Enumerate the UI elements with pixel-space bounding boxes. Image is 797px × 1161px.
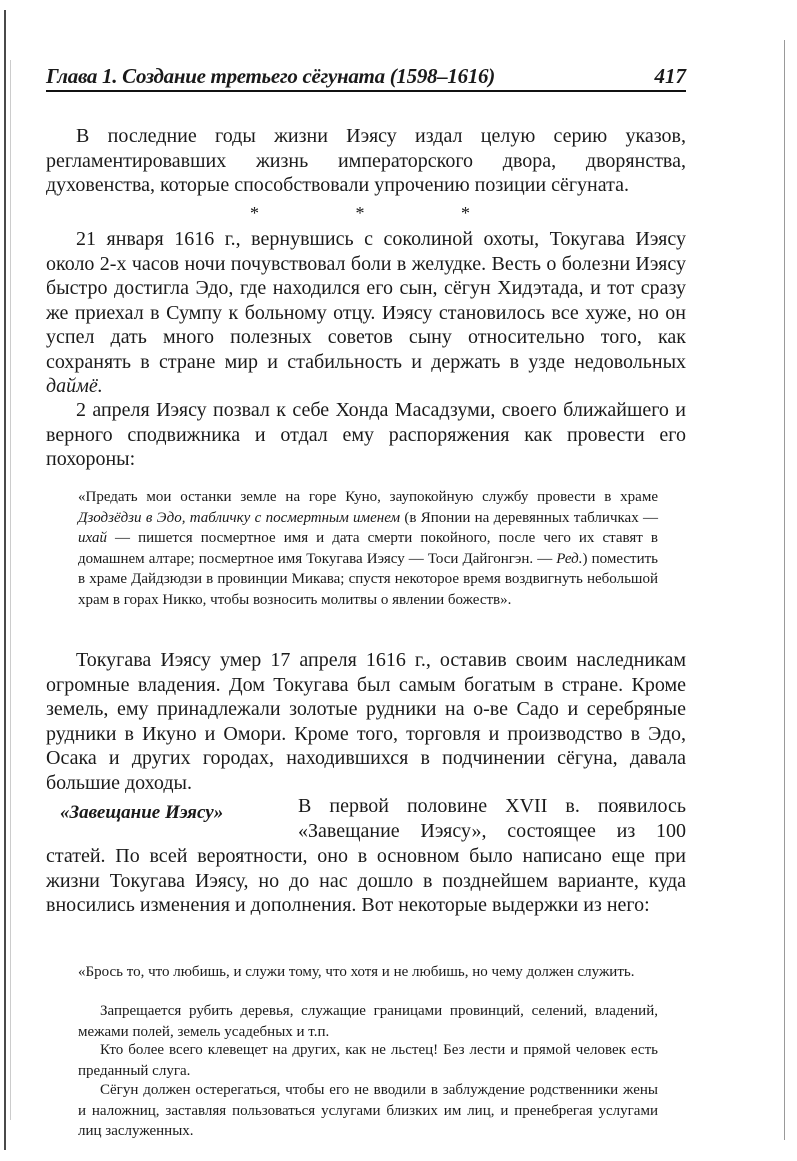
italic-text: Дзодзёдзи в Эдо, табличку с посмертным именем: [78, 509, 401, 526]
quote-testament-4: Сёгун должен остерегаться, чтобы его не вводили в заблуждение родственники жены и наложниц, заставляя пользоваться услугами близких им лиц, и пренебрегая услугами лиц заслуженных.: [78, 1082, 658, 1139]
quote-testament-3: Кто более всего клевещет на других, как не льстец! Без лести и прямой человек есть преданный слуга.: [78, 1042, 658, 1079]
italic-term: даймё.: [46, 375, 103, 397]
paragraph-testament: статей. По всей вероятности, оно в основном было написано еще при жизни Токугава Иэясу, но до нас дошло в позднейшем варианте, куда вносились изменения и дополнения. Вот некоторые выдержки из него:: [46, 845, 686, 916]
paragraph-death: Токугава Иэясу умер 17 апреля 1616 г., оставив своим наследникам огромные владения. Дом Токугава был самым богатым в стране. Кроме земель, ему принадлежали золотые рудники на о-ве Садо и серебряные рудники в Икуно и Омори. Кроме того, торговля и производство в Эдо, Осака и других городах, находившихся в подчинении сёгуна, давала большие доходы.: [46, 649, 686, 794]
italic-text: Ред.: [556, 550, 583, 567]
scan-edge-line: [4, 10, 6, 1150]
separator-star: *: [355, 203, 365, 223]
paragraph-funeral-orders: 2 апреля Иэясу позвал к себе Хонда Масадзуми, своего ближайшего и верного сподвижника и отдал ему распоряжения как провести его похороны:: [46, 399, 686, 470]
page-number: 417: [654, 64, 686, 88]
section-separator: [250, 203, 470, 224]
side-rubric: «Завещание Иэясу»: [60, 802, 224, 823]
paragraph-decrees: В последние годы жизни Иэясу издал целую серию указов, регламентировавших жизнь императорского двора, дворянства, духовенства, которые способствовали упрочению позиции сёгуната.: [46, 125, 686, 196]
quote-funeral: «Предать мои останки земле на горе Куно, заупокойную службу провести в храме Дзодзёдзи в Эдо, табличку с посмертным именем (в Японии на деревянных табличках — ихай — пишется посмертное имя и дата смерти покойного, после чего их ставят в домашнем алтаре; посмертное имя Токугава Иэясу — Тоси Дайгонгэн. — Ред.) поместить в храме Дайдзюдзи в провинции Микава; спустя некоторое время воздвигнуть небольшой храм в горах Никко, чтобы возносить молитвы о явлении божеств».: [78, 489, 659, 608]
separator-star: *: [461, 203, 470, 223]
quote-testament-2: Запрещается рубить деревья, служащие границами провинций, селений, владений, межами полей, земель усадебных и т.п.: [78, 1003, 658, 1040]
scan-edge-line: [10, 60, 11, 1120]
scan-edge-line: [784, 40, 785, 1140]
paragraph-illness: 21 января 1616 г., вернувшись с соколиной охоты, Токугава Иэясу около 2-х часов ночи почувствовал боли в желудке. Весть о болезни Иэясу быстро достигла Эдо, где находился его сын, сёгун Хидэтада, и тот сразу же приехал в Сумпу к больному отцу. Иэясу становилось все хуже, но он успел дать много полезных советов сыну относительно того, как сохранять в стране мир и стабильность и держать в узде недовольных даймё.: [46, 228, 686, 397]
chapter-title: Глава 1. Создание третьего сёгуната (1598–1616): [46, 64, 495, 88]
running-header: [46, 62, 686, 92]
italic-term: ихай: [78, 530, 107, 546]
separator-star: *: [250, 203, 259, 223]
quote-testament-1: «Брось то, что любишь, и служи тому, что хотя и не любишь, но чему должен служить.: [78, 964, 635, 980]
paragraph-testament-intro: В первой половине XVII в. появилось «Завещание Иэясу», состоящее из 100: [298, 795, 686, 842]
header-rule: [46, 90, 686, 92]
